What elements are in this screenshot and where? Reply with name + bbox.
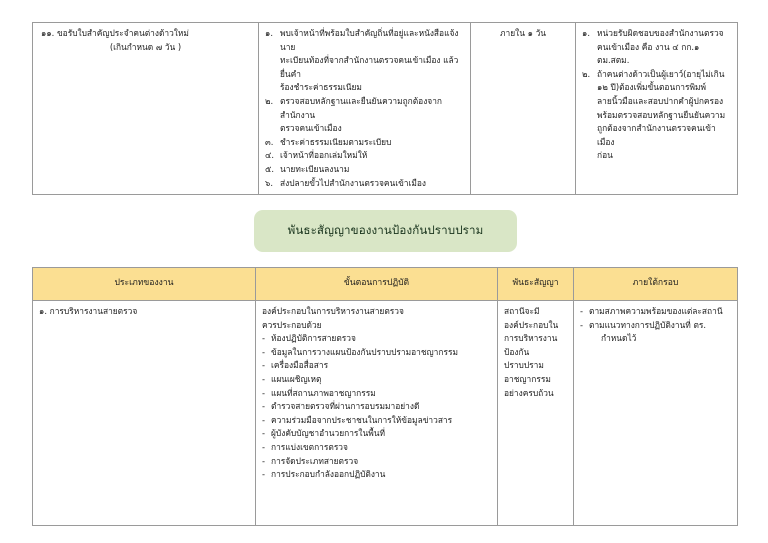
note-text-line: พร้อมตรวจสอบหลักฐานยืนยันความ: [597, 109, 726, 120]
note-text-line: ๑๒ ปี)ต้องเพิ่มขั้นตอนการพิมพ์: [597, 82, 707, 93]
cell-duration: [471, 23, 576, 195]
step-text: ข้อมูลในการวางแผนป้องกันปราบปรามอาชญากรรม: [271, 346, 458, 357]
framework-list: [580, 305, 731, 346]
step-number: ๒.: [265, 96, 274, 107]
step-text: การประกอบกำลังออกปฏิบัติงาน: [271, 469, 386, 480]
note-text-line: ก่อน: [597, 150, 613, 161]
step-text: ความร่วมมือจากประชาชนในการให้ข้อมูลข่าวสาร: [271, 414, 453, 425]
step-number: ๑.: [265, 28, 273, 38]
note-number: ๒.: [582, 68, 591, 79]
list-item: [265, 177, 464, 191]
step-text-line: ชำระค่าธรรมเนียมตามระเบียบ: [280, 136, 392, 147]
commitment-table-body: [33, 301, 738, 526]
step-text: การแบ่งเขตการตรวจ: [271, 442, 348, 453]
list-item: [582, 68, 731, 163]
cell-commitment-text: [498, 301, 574, 526]
list-item: [265, 149, 464, 163]
steps-intro-line: ควรประกอบด้วย: [262, 319, 322, 330]
section-banner-title: พันธะสัญญาของงานป้องกันปราบปราม: [287, 223, 484, 238]
step-number: ๖.: [265, 177, 273, 188]
steps-intro-line: องค์ประกอบในการบริหารงานสายตรวจ: [262, 306, 404, 316]
note-number: ๑.: [582, 28, 590, 38]
list-item: [262, 332, 491, 346]
commitment-line: อาชญากรรม: [504, 374, 551, 385]
step-number: ๕.: [265, 164, 275, 175]
step-text-line: ส่งปลายขั้วไปสำนักงานตรวจคนเข้าเมือง: [280, 177, 427, 188]
commitment-table: [32, 267, 738, 526]
list-item: [262, 427, 491, 441]
step-text: แผนเผชิญเหตุ: [271, 374, 322, 385]
table-row: [33, 23, 738, 195]
service-type-line-2: (เกินกำหนด ๗ วัน ): [109, 41, 182, 52]
framework-text-line: กำหนดไว้: [601, 333, 637, 344]
dash-bullet: -: [262, 333, 266, 344]
work-type-text: ๑. การบริหารงานสายตรวจ: [39, 306, 138, 316]
commitment-line: อย่างครบถ้วน: [504, 387, 554, 398]
step-number: ๓.: [265, 136, 274, 147]
cell-notes: [576, 23, 738, 195]
dash-bullet: -: [262, 428, 266, 439]
step-text: เครื่องมือสื่อสาร: [271, 360, 329, 371]
commitment-line: องค์ประกอบใน: [504, 319, 559, 330]
procedure-table-body: [33, 23, 738, 195]
cell-framework: [574, 301, 738, 526]
list-item: [580, 305, 731, 319]
procedure-table: [32, 22, 738, 195]
step-text-line: ร้องชำระค่าธรรมเนียม: [280, 82, 362, 93]
note-text-line: ถูกต้องจากสำนักงานตรวจคนเข้าเมือง: [597, 123, 716, 147]
dash-bullet: -: [580, 319, 584, 330]
step-text-line: ตรวจสอบหลักฐานและยืนยันความถูกต้องจากสำนักงาน: [280, 96, 442, 120]
commitment-line: การบริหารงาน: [504, 333, 558, 344]
dash-bullet: -: [262, 387, 266, 398]
list-item: [580, 319, 731, 346]
list-item: [262, 387, 491, 401]
cell-service-type: [33, 23, 259, 195]
framework-text-line: ตามแนวทางการปฏิบัติงานที่ ตร.: [589, 319, 707, 330]
commitment-line: สถานีจะมี: [504, 306, 540, 316]
step-text-line: นายทะเบียนลงนาม: [280, 164, 350, 175]
column-header-work-type: ประเภทของงาน: [33, 268, 256, 301]
commitment-table-head: [33, 268, 738, 301]
list-item: [265, 136, 464, 150]
step-text-line: เจ้าหน้าที่ออกเล่มใหม่ให้: [280, 150, 368, 161]
table-header-row: [33, 268, 738, 301]
step-text: ตำรวจสายตรวจที่ผ่านการอบรมมาอย่างดี: [271, 401, 420, 412]
step-text: ห้องปฏิบัติการสายตรวจ: [271, 333, 356, 344]
list-item: [262, 441, 491, 455]
cell-commitment-steps: [256, 301, 498, 526]
list-item: [262, 414, 491, 428]
list-item: [582, 27, 731, 68]
table-row: [33, 301, 738, 526]
duration-text: ภายใน ๑ วัน: [499, 28, 546, 38]
cell-work-type: [33, 301, 256, 526]
list-item: [262, 455, 491, 469]
dash-bullet: -: [262, 374, 266, 385]
notes-list: [582, 27, 731, 163]
cell-steps: [259, 23, 471, 195]
step-text-line: ตรวจคนเข้าเมือง: [280, 123, 342, 134]
list-item: [262, 373, 491, 387]
note-text-line: คนเข้าเมือง คือ งาน ๔ กก.๑ ตม.สตม.: [597, 41, 700, 66]
dash-bullet: -: [262, 360, 266, 371]
list-item: [262, 400, 491, 414]
list-item: [262, 468, 491, 482]
note-text-line: ลายนิ้วมือและสอบปากคำผู้ปกครอง: [597, 96, 724, 107]
step-text-line: พบเจ้าหน้าที่พร้อมใบสำคัญถิ่นที่อยู่และหนังสือแจ้งนาย: [280, 28, 459, 52]
list-item: [265, 27, 464, 95]
step-text: การจัดประเภทสายตรวจ: [271, 455, 359, 466]
column-header-steps: ขั้นตอนการปฏิบัติ: [256, 268, 498, 301]
framework-text-line: ตามสภาพความพร้อมของแต่ละสถานี: [589, 306, 723, 316]
dash-bullet: -: [580, 306, 584, 316]
list-item: [262, 346, 491, 360]
column-header-commitment: พันธะสัญญา: [498, 268, 574, 301]
list-item: [265, 163, 464, 177]
service-type-line-1: ๑๑. ขอรับใบสำคัญประจำคนต่างด้าวใหม่: [41, 28, 189, 38]
step-text: แผนที่สถานภาพอาชญากรรม: [271, 387, 376, 398]
dash-bullet: -: [262, 401, 266, 412]
dash-bullet: -: [262, 442, 266, 453]
commitment-steps-list: [262, 332, 491, 482]
note-text-line: หน่วยรับผิดชอบของสำนักงานตรวจ: [597, 28, 724, 38]
note-text-line: ถ้าคนต่างด้าวเป็นผู้เยาว์(อายุไม่เกิน: [597, 68, 725, 79]
step-text: ผู้บังคับบัญชาอำนวยการในพื้นที่: [271, 428, 385, 439]
dash-bullet: -: [262, 469, 266, 480]
commitment-line: ปราบปราม: [504, 360, 544, 371]
dash-bullet: -: [262, 455, 266, 466]
column-header-framework: ภายใต้กรอบ: [574, 268, 738, 301]
dash-bullet: -: [262, 346, 266, 357]
step-text-line: ทะเบียนท้องที่จากสำนักงานตรวจคนเข้าเมือง แล้วยื่นคำ: [280, 55, 459, 79]
dash-bullet: -: [262, 414, 266, 425]
step-number: ๔.: [265, 150, 275, 161]
commitment-line: ป้องกัน: [504, 346, 530, 357]
steps-list: [265, 27, 464, 190]
list-item: [262, 359, 491, 373]
list-item: [265, 95, 464, 136]
section-banner: [254, 210, 517, 252]
